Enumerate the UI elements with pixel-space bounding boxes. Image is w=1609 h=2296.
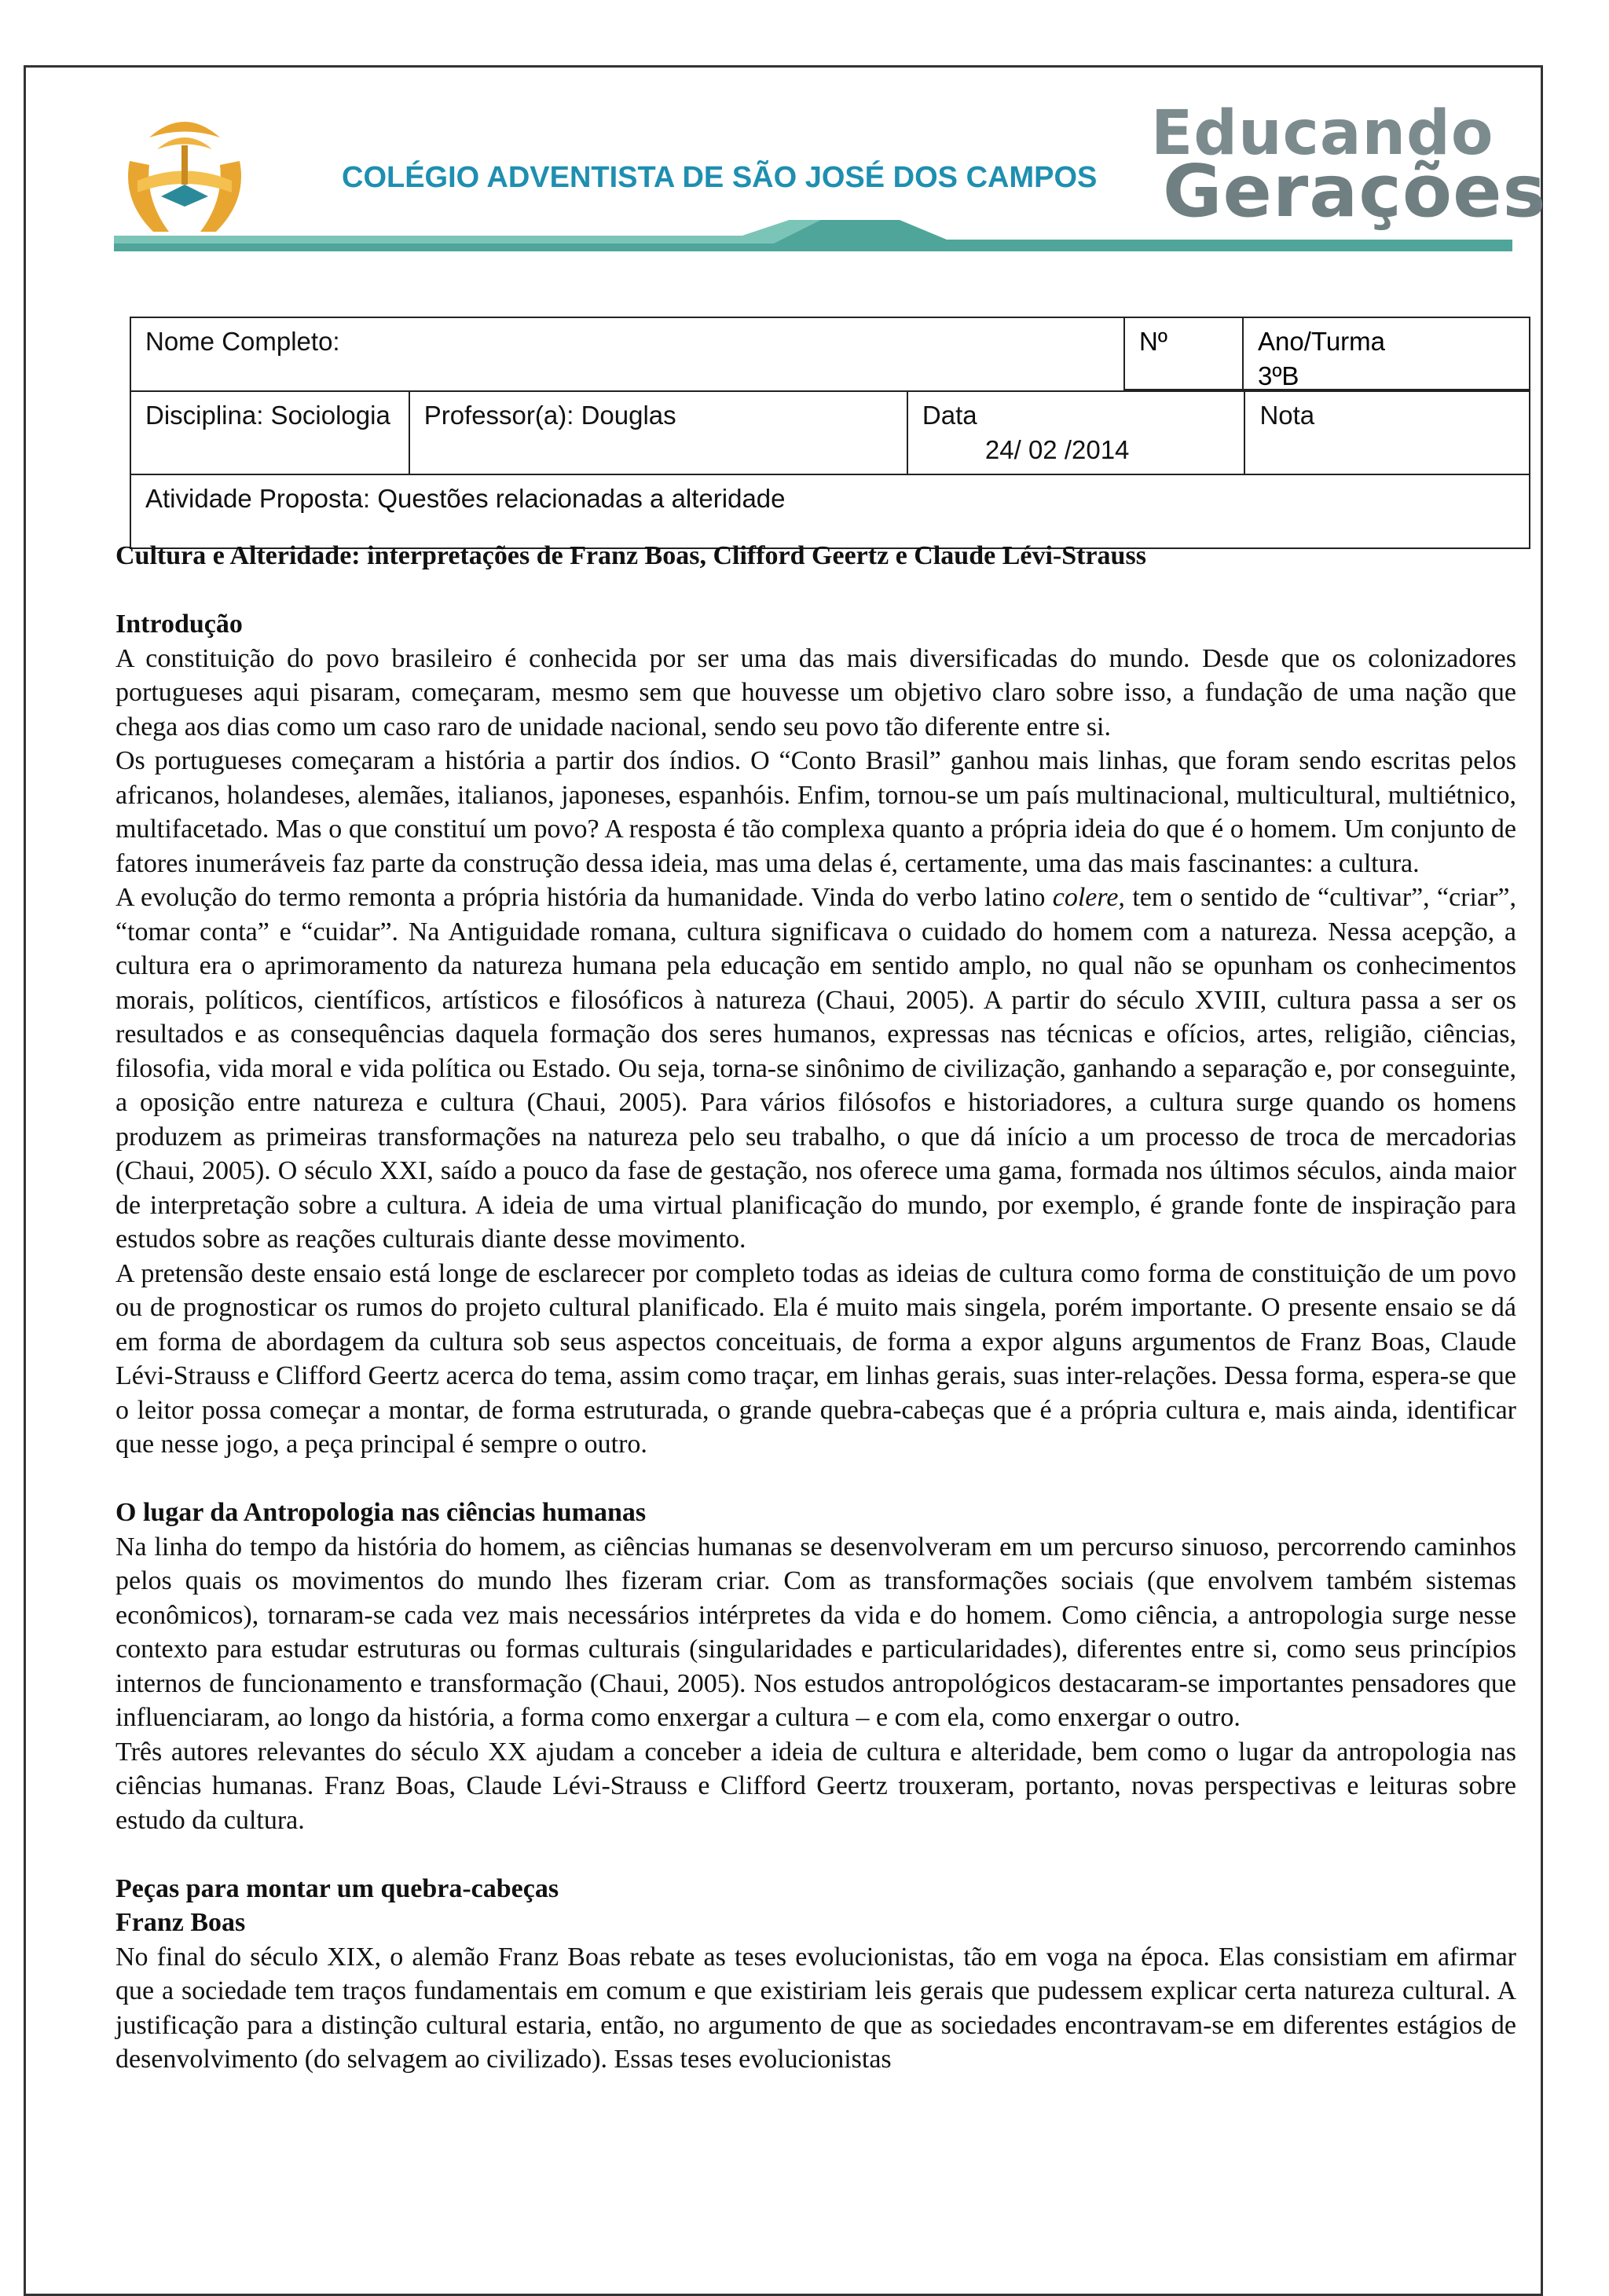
document-body (115, 539, 1516, 2077)
page-header (114, 98, 1547, 251)
section-heading: Peças para montar um quebra-cabeças (115, 1873, 559, 1903)
atividade-cell: Atividade Proposta: Questões relacionadas a alteridade (130, 474, 1530, 548)
header-decorative-band (114, 216, 1512, 251)
nome-completo-label: Nome Completo: (145, 327, 340, 356)
paragraph: A constituição do povo brasileiro é conhecida por ser uma das mais diversificadas do mundo. Desde que os colonizadores portugueses aqui pisaram, começaram, mesmo sem que houvesse um objetivo claro sobre isso, a fundação de uma nação que chega aos dias como um caso raro de unidade nacional, sendo seu povo tão diferente entre si. (115, 643, 1516, 742)
intro-heading: Introdução (115, 610, 243, 639)
data-value: 24/ 02 /2014 (984, 435, 1130, 464)
disciplina-cell: Disciplina: Sociologia (130, 391, 409, 474)
data-cell[interactable] (907, 391, 1245, 474)
paragraph: Na linha do tempo da história do homem, as ciências humanas se desenvolveram em um percurso sinuoso, percorrendo caminhos pelos quais os movimentos do mundo lhes fizeram criar. Com as transformações sociais (que envolvem também sistemas econômicos), tornaram-se cada vez mais necessários intérpretes da vida e do homem. Como ciência, a antropologia surge nesse contexto para estudar estruturas ou formas culturais (singularidades e particularidades), diferentes entre si, como seus princípios internos de funcionamento e transformação (Chaui, 2005). Nos estudos antropológicos destacaram-se importantes pensadores que influenciaram, ao longo da história, a forma como enxergar a cultura – e com ela, como enxergar o outro. (115, 1532, 1516, 1732)
professor-cell: Professor(a): Douglas (409, 391, 907, 474)
section-heading: O lugar da Antropologia nas ciências humanas (115, 1498, 647, 1527)
paragraph: A pretensão deste ensaio está longe de esclarecer por completo todas as ideias de cultura como forma de constituição de um povo ou de prognosticar os rumos do projeto cultural planificado. Ela é muito mais singela, porém importante. O presente ensaio se dá em forma de abordagem da cultura sob seus aspectos conceituais, de forma a expor alguns argumentos de Franz Boas, Claude Lévi-Strauss e Clifford Geertz acerca do tema, assim como traçar, em linhas gerais, suas inter-relações. Dessa forma, espera-se que o leitor possa começar a montar, de forma estruturada, o grande quebra-cabeças que é a própria cultura e, mais ainda, identificar que nesse jogo, a peça principal é sempre o outro. (115, 1258, 1516, 1459)
nota-label: Nota (1259, 401, 1315, 430)
nome-completo-field[interactable] (130, 317, 1244, 391)
paragraph (115, 881, 1516, 1257)
nota-cell[interactable] (1244, 391, 1530, 474)
paragraph: Os portugueses começaram a história a partir dos índios. O “Conto Brasil” ganhou mais linhas, que foram sendo escritas pelos africanos, holandeses, alemães, italianos, japoneses, espanhóis. Enfim, tornou-se um país multinacional, multicultural, multiétnico, multifacetado. Mas o que constituí um povo? A resposta é tão complexa quanto a própria ideia do que é o homem. Um conjunto de fatores inumeráveis faz parte da construção dessa ideia, mas uma delas é, certamente, uma das mais fascinantes: a cultura. (115, 746, 1516, 878)
school-name: COLÉGIO ADVENTISTA DE SÃO JOSÉ DOS CAMPOS (342, 161, 1098, 194)
ano-turma-value: 3ºB (1258, 361, 1299, 390)
ano-turma-label: Ano/Turma (1258, 327, 1386, 356)
data-label: Data (922, 401, 977, 430)
brand-logo-line1: Educando (1151, 98, 1494, 169)
paragraph-text: A evolução do termo remonta a própria história da humanidade. Vinda do verbo latino (115, 883, 1053, 912)
numero-field[interactable] (1123, 317, 1244, 390)
latin-term: colere, (1052, 883, 1125, 912)
paragraph: No final do século XIX, o alemão Franz Boas rebate as teses evolucionistas, tão em voga na época. Elas consistiam em afirmar que a sociedade tem traços fundamentais em comum e que existiriam leis gerais que pudessem explicar certa natureza cultural. A justificação para a distinção cultural estaria, então, no argumento de que as sociedades encontravam-se em diferentes estágios de desenvolvimento (do selvagem ao civilizado). Essas teses evolucionistas (115, 1942, 1516, 2074)
document-title: Cultura e Alteridade: interpretações de Franz Boas, Clifford Geertz e Claude Lévi-Strauss (115, 541, 1146, 570)
ano-turma-field[interactable] (1244, 317, 1530, 390)
brand-logo-line2: Gerações (1163, 149, 1547, 233)
numero-label: Nº (1139, 327, 1167, 356)
paragraph-text: tem o sentido de “cultivar”, “criar”, “tomar conta” e “cuidar”. Na Antiguidade romana, cultura significava o cuidado do homem com a natureza. Nessa acepção, a cultura era o aprimoramento da natureza humana pela educação em sentido amplo, no qual não se opunham os conhecimentos morais, políticos, científicos, artísticos e filosóficos à natureza (Chaui, 2005). A partir do século XVIII, cultura passa a ser os resultados e as consequências daquela formação dos seres humanos, expressas nas técnicas e ofícios, artes, religião, ciências, filosofia, vida moral e vida política ou Estado. Ou seja, torna-se sinônimo de civilização, ganhando a separação e, por conseguinte, a oposição entre natureza e cultura (Chaui, 2005). Para vários filósofos e historiadores, a cultura surge quando os homens produzem as primeiras transformações na natureza pelo seu trabalho, o que dá início a um processo de troca de mercadorias (Chaui, 2005). O século XXI, saído a pouco da fase de gestação, nos oferece uma gama, formada nos últimos séculos, ainda maior de interpretação sobre a cultura. A ideia de uma virtual planificação do mundo, por exemplo, é grande fonte de inspiração para estudos sobre as reações culturais diante desse movimento. (115, 883, 1516, 1254)
paragraph: Três autores relevantes do século XX ajudam a conceber a ideia de cultura e alteridade, bem como o lugar da antropologia nas ciências humanas. Franz Boas, Claude Lévi-Strauss e Clifford Geertz trouxeram, portanto, novas perspectivas e leituras sobre estudo da cultura. (115, 1737, 1516, 1835)
subsection-heading: Franz Boas (115, 1908, 246, 1937)
